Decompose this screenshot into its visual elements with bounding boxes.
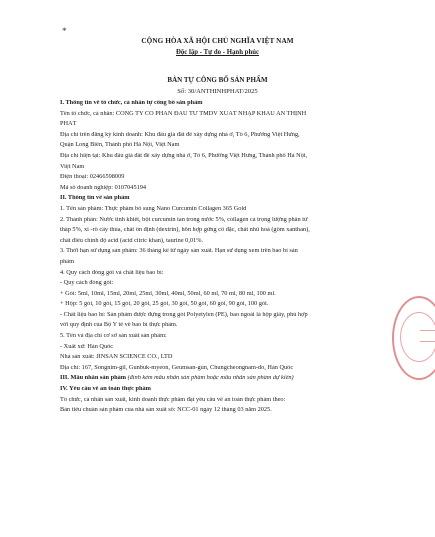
country-heading: CỘNG HÒA XÃ HỘI CHỦ NGHĨA VIỆT NAM — [141, 37, 294, 45]
motto-text: Độc lập - Tự do - Hạnh phúc — [175, 49, 260, 56]
line-text: Việt Nam — [60, 163, 85, 170]
text-line — [60, 142, 390, 153]
text-line — [60, 153, 390, 164]
text-line — [60, 174, 390, 185]
text-line — [60, 365, 390, 376]
text-line — [60, 291, 390, 302]
line-text: I. Thông tin về tổ chức, cá nhân tự công bố sản phẩm — [60, 100, 203, 106]
line-text: PHÁT — [60, 121, 77, 128]
section-heading — [60, 100, 390, 111]
line-text: - Quy cách đóng gói: — [60, 280, 114, 287]
text-line — [60, 354, 390, 365]
corner-mark: * — [62, 26, 67, 36]
line-text: phẩm — [60, 258, 74, 265]
motto — [0, 49, 435, 56]
line-text: Địa chỉ: 167, Songnim-gil, Gunbuk-myeon, Geumsan-gun, Chungcheongnam-do, Hàn Quốc — [60, 364, 294, 371]
text-line — [60, 397, 390, 408]
line-text: Bản tiêu chuẩn sản phẩm của nhà sản xuất số: NCC-01 ngày 12 tháng 03 năm 2025. — [60, 407, 272, 414]
line-text: II. Thông tin về sản phẩm — [60, 195, 130, 202]
text-line — [60, 185, 390, 196]
line-text: 1. Tên sản phẩm: Thực phẩm bổ sung Nano Curcumin Collagen 365 Gold — [60, 205, 247, 212]
line-text: Mã số doanh nghiệp: 0107045194 — [60, 184, 147, 191]
line-text: Nhà sản xuất: JINSAN SCIENCE CO., LTD — [60, 354, 173, 361]
text-line — [60, 280, 390, 291]
line-text: + Hộp: 5 gói, 10 gói, 15 gói, 20 gói, 25 gói, 30 gói, 50 gói, 60 gói, 90 gói, 100 gói. — [60, 301, 269, 308]
line-text: chất điều chỉnh độ acid (acid citric khan), taurine 0,01%. — [60, 237, 204, 244]
text-line — [60, 248, 390, 259]
section-heading — [60, 195, 390, 206]
line-text: IV. Yêu cầu về an toàn thực phẩm — [60, 386, 151, 393]
text-line — [60, 111, 390, 122]
line-text: Quận Long Biên, Thành phố Hà Nội, Việt Nam — [60, 142, 180, 149]
text-line — [60, 301, 390, 312]
line-text: Tổ chức, cá nhân sản xuất, kinh doanh thực phẩm đạt yêu cầu về an toàn thực phẩm theo: — [60, 396, 286, 403]
section-heading — [60, 375, 390, 386]
section-heading — [60, 386, 390, 397]
line-text: Tên tổ chức, cá nhân: CÔNG TY CỔ PHẦN ĐẦU TƯ TMDV XUẤT NHẬP KHẨU AN THỊNH — [60, 110, 307, 117]
line-text: III. Mẫu nhãn sản phẩm — [60, 375, 126, 382]
text-line — [60, 206, 390, 217]
line-text: 4. Quy cách đóng gói và chất liệu bao bì: — [60, 269, 164, 276]
text-line — [60, 333, 390, 344]
red-seal-band — [420, 330, 435, 342]
document-title: BẢN TỰ CÔNG BỐ SẢN PHẨM — [167, 76, 268, 84]
line-text: 3. Thời hạn sử dụng sản phẩm: 36 tháng kể từ ngày sản xuất. Hạn sử dụng xem trên bao bì sản — [60, 248, 298, 255]
line-text: 5. Tên và địa chỉ cơ sở sản xuất sản phẩm: — [60, 333, 167, 340]
text-line — [60, 407, 390, 418]
line-note: (đính kèm mẫu nhãn sản phẩm hoặc mẫu nhãn sản phẩm dự kiến) — [127, 375, 294, 382]
text-line — [60, 312, 390, 323]
line-text: với quy định của Bộ Y tế về bao bì thực phẩm. — [60, 322, 178, 329]
text-line — [60, 132, 390, 143]
text-line — [60, 259, 390, 270]
text-line — [60, 164, 390, 175]
line-text: Địa chỉ trên đăng ký kinh doanh: Khu đấu giá đất để xây dựng nhà ở, Tổ 6, Phường Việt Hưng, — [60, 131, 300, 138]
text-line — [60, 344, 390, 355]
text-line — [60, 238, 390, 249]
line-text: thấp 5%, xi -rô cây thùa, chất ổn định (dextrin), hỗn hợp gừng cô đặc, chất nhũ hoá (gôm xanthan), — [60, 227, 310, 234]
line-text: 2. Thành phần: Nước tinh khiết, bột curcumin tan trong nước 5%, collagen cá trọng lượng phân tử — [60, 216, 308, 223]
text-line — [60, 217, 390, 228]
line-text: - Xuất xứ: Hàn Quốc — [60, 343, 114, 350]
text-line — [60, 227, 390, 238]
line-text: - Chất liệu bao bì: Sản phẩm được đựng trong gói Polyetylen (PE), bao ngoài là hộp giấy, phù hợp — [60, 311, 308, 318]
text-line — [60, 121, 390, 132]
document-number: Số: 30/ANTHINHPHAT/2025 — [177, 88, 258, 95]
line-text: + Gói: 5ml, 10ml, 15ml, 20ml, 25ml, 30ml, 40ml, 50ml, 60 ml, 70 ml, 80 ml, 100 ml. — [60, 290, 276, 297]
document-body — [60, 100, 390, 418]
text-line — [60, 322, 390, 333]
line-text: Địa chỉ hiện tại: Khu đấu giá đất để xây dựng nhà ở, Tổ 6, Phường Việt Hưng, Thành phố Hà Nội, — [60, 152, 308, 159]
line-text: Điện thoại: 02466598009 — [60, 174, 125, 181]
text-line — [60, 270, 390, 281]
